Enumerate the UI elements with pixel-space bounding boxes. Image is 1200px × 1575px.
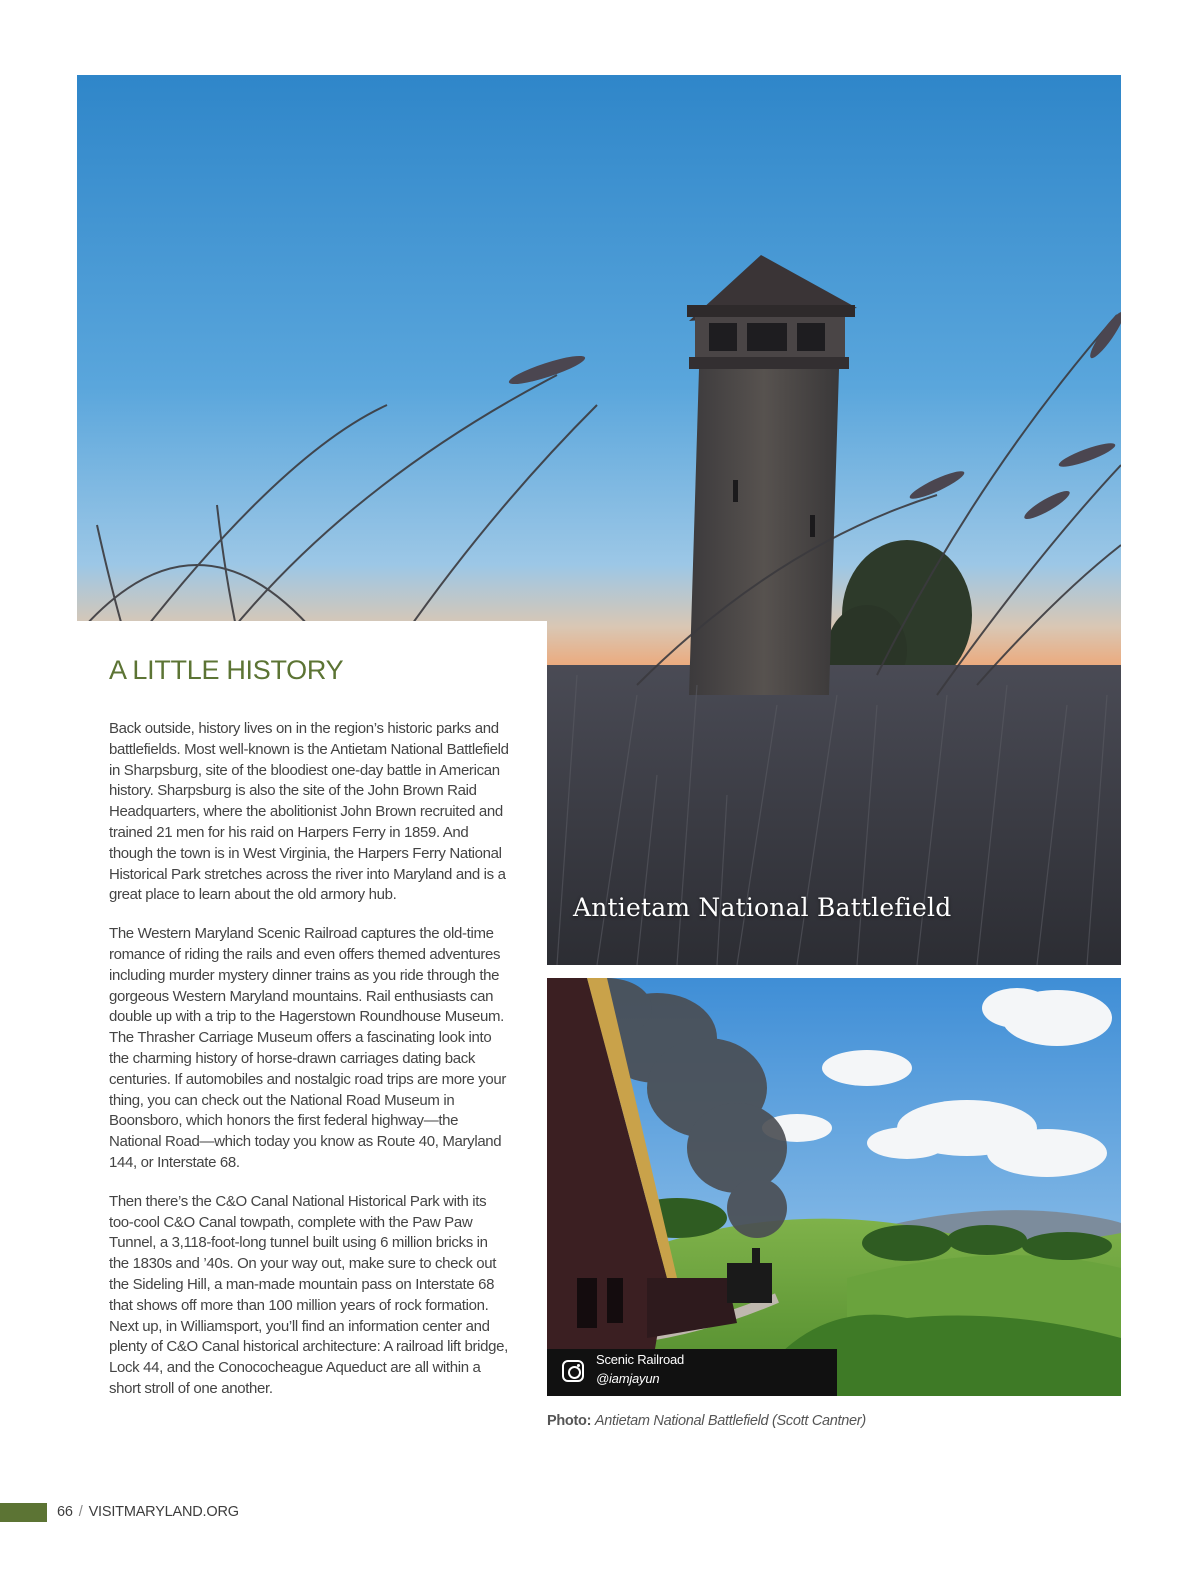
paragraph: Back outside, history lives on in the region’s historic parks and battlefields. Most well-known is the Antietam National Battlefield in Sharpsburg, site of the bloodiest one-day battle in American history. Sharpsburg is also the site of the John Brown Raid Headquarters, where the abolitionist John Brown recruited and trained 21 men for his raid on Harpers Ferry in 1859. And though the town is in West Virginia, the Harpers Ferry National Historical Park stretches across the river into Maryland and is a great place to learn about the old armory hub. — [109, 720, 509, 904]
instagram-tag — [547, 1349, 837, 1396]
train-photo-scenic-railroad — [547, 978, 1121, 1396]
steam-train-illustration — [547, 978, 1121, 1396]
article-body — [109, 719, 509, 1418]
photo-credit — [547, 1413, 866, 1429]
photo-credit-text: Antietam National Battlefield (Scott Cantner) — [594, 1413, 866, 1429]
instagram-icon — [562, 1360, 584, 1382]
footer — [57, 1504, 239, 1520]
section-title: A LITTLE HISTORY — [109, 655, 344, 685]
paragraph: Then there’s the C&O Canal National Historical Park with its too-cool C&O Canal towpath, complete with the Paw Paw Tunnel, a 3,118-foot-long tunnel built using 6 million bricks in the 1830s and ’40s. On your way out, make sure to check out the Sideling Hill, a man-made mountain pass on Interstate 68 that shows off more than 100 million years of rock formation. Next up, in Williamsport, you’ll find an information center and plenty of C&O Canal historical architecture: A railroad lift bridge, Lock 44, and the Conococheague Aqueduct are all within a short stroll of one another. — [109, 1192, 508, 1397]
photo-credit-label: Photo: — [547, 1413, 592, 1429]
instagram-title: Scenic Railroad — [596, 1352, 685, 1367]
instagram-handle: @iamjayun — [596, 1371, 660, 1386]
footer-separator: / — [78, 1504, 83, 1520]
footer-accent-bar — [0, 1503, 47, 1522]
footer-site-link[interactable]: VISITMARYLAND.ORG — [88, 1504, 239, 1520]
hero-photo-caption: Antietam National Battlefield — [573, 893, 952, 922]
page-number: 66 — [57, 1504, 73, 1520]
paragraph: The Western Maryland Scenic Railroad captures the old-time romance of riding the rails and even offers themed adventures including murder mystery dinner trains as you ride through the gorgeous Western Maryland mountains. Rail enthusiasts can double up with a trip to the Hagerstown Roundhouse Museum. The Thrasher Carriage Museum offers a fascinating look into the charming history of horse-drawn carriages dating back centuries. If automobiles and nostalgic road trips are more your thing, you can check out the National Road Museum in Boonsboro, which honors the first federal highway—the National Road—which today you know as Route 40, Maryland 144, or Interstate 68. — [109, 925, 506, 1171]
